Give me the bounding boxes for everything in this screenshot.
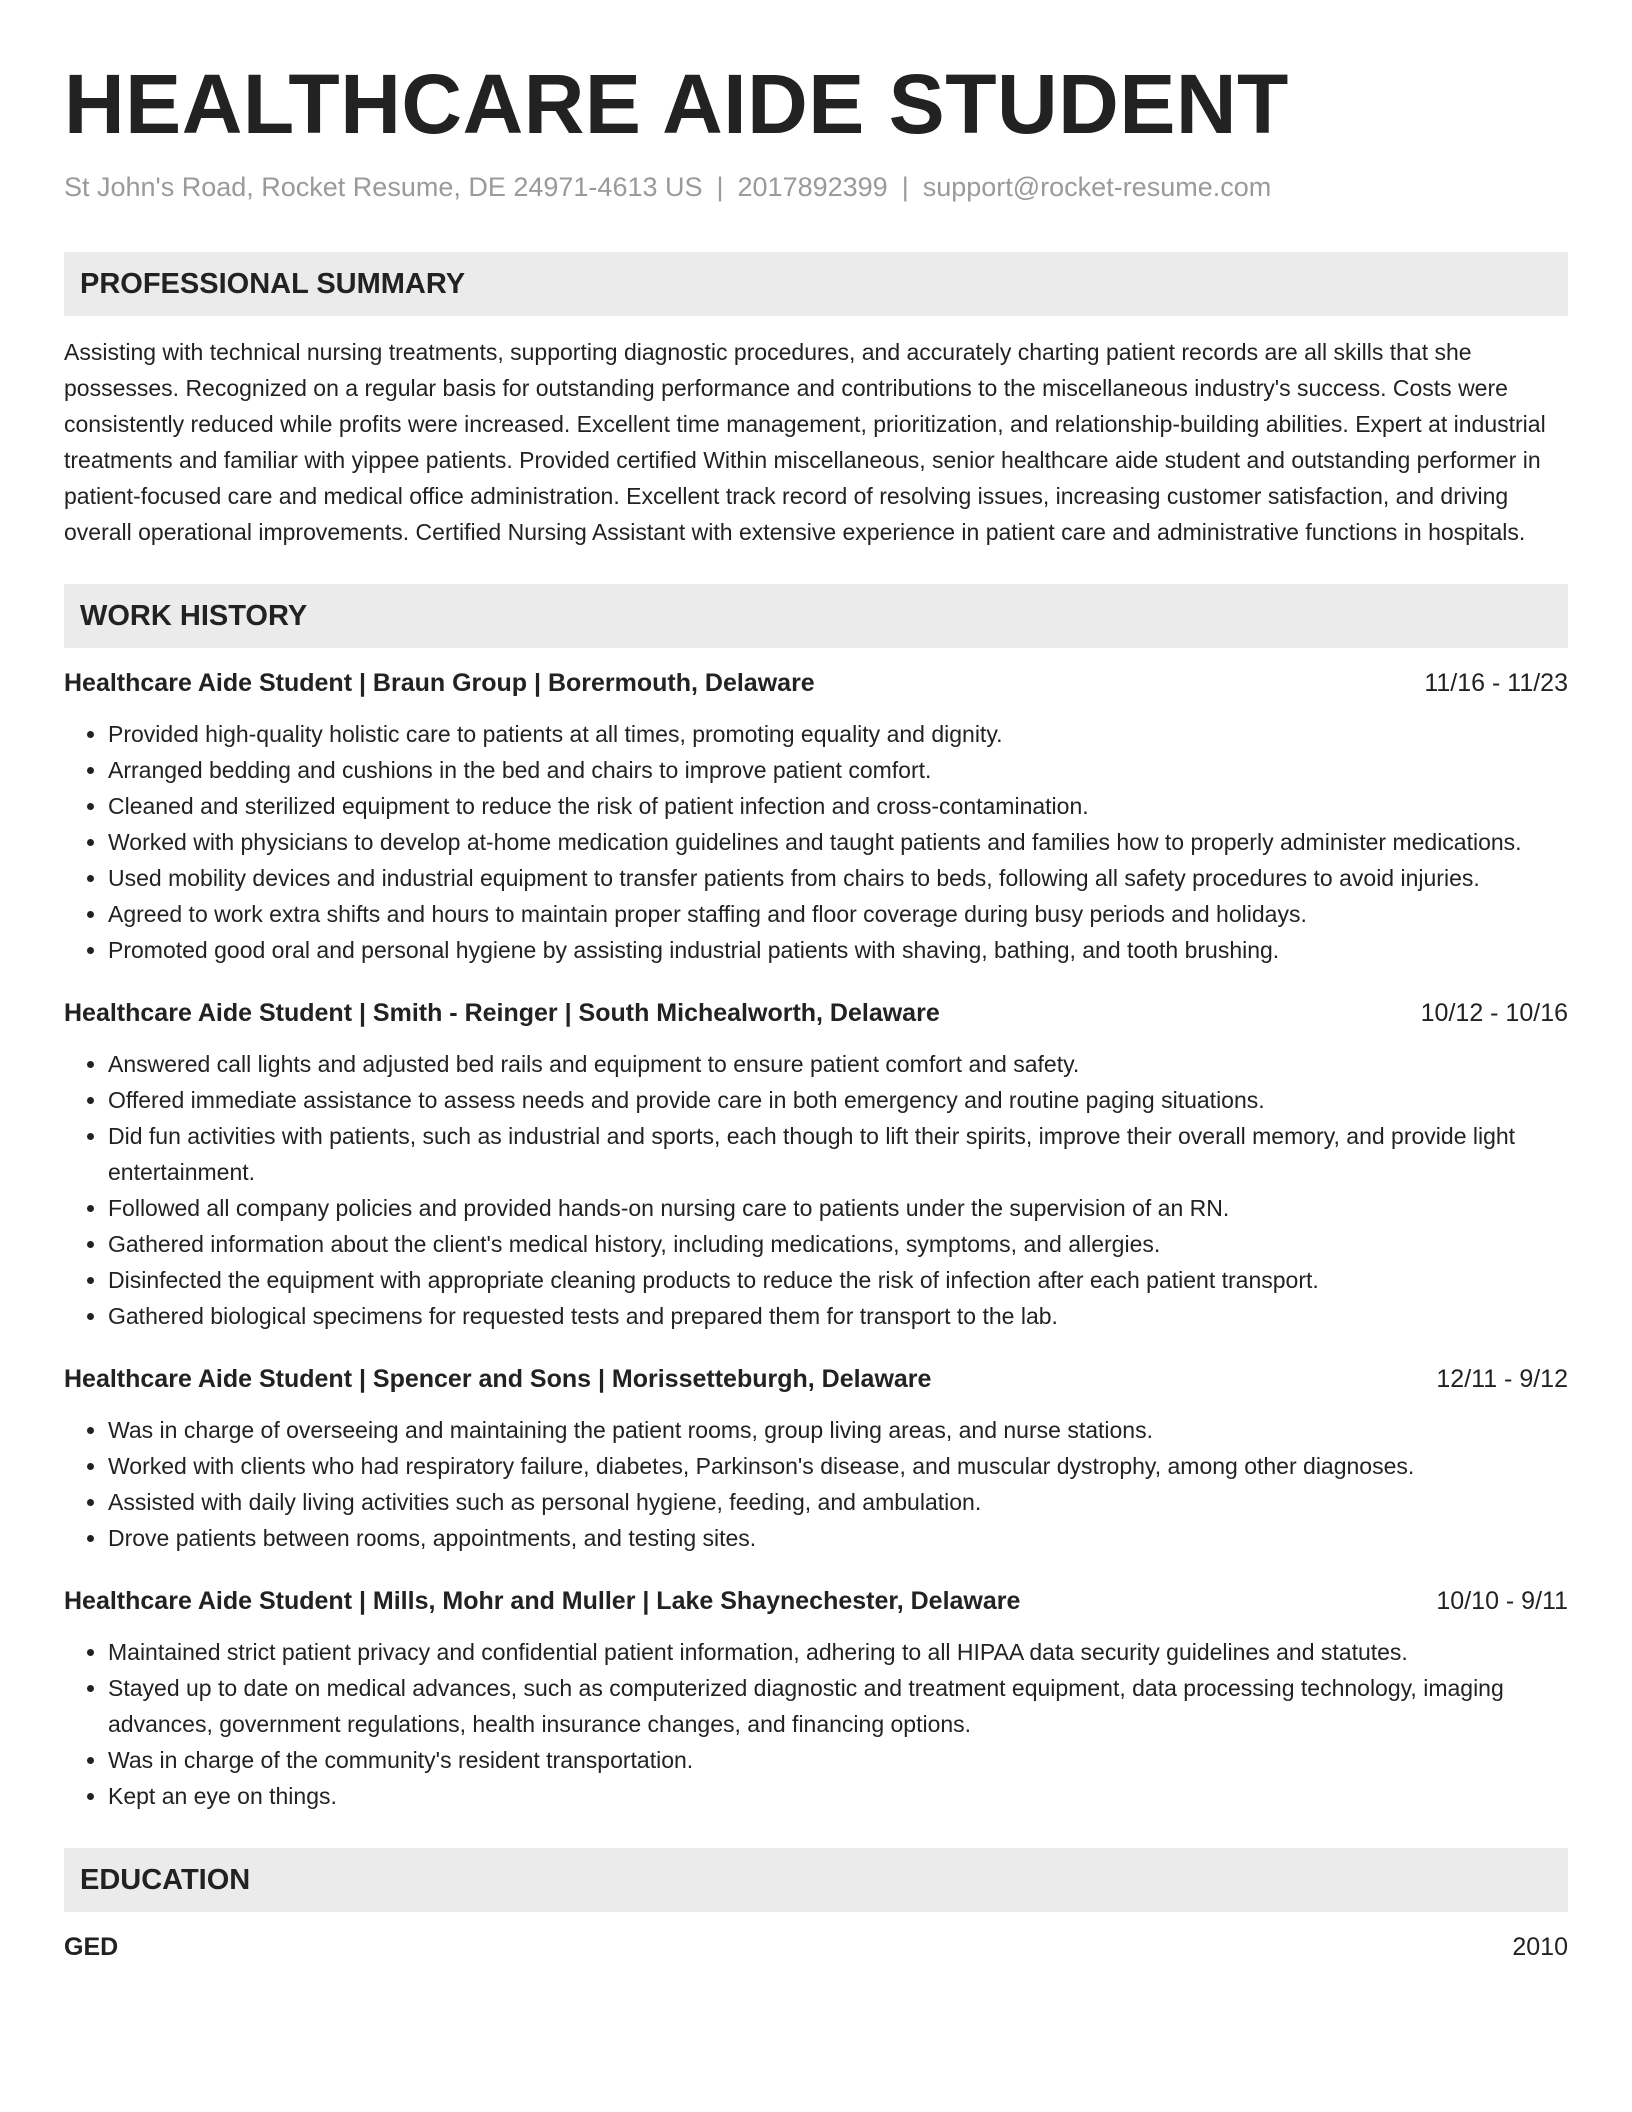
- job-bullet: • Did fun activities with patients, such as industrial and sports, each though to lift their spirits, improve their overall memory, and provide light entertainment.: [108, 1118, 1568, 1190]
- contact-line: [64, 170, 1568, 204]
- job-title: Healthcare Aide Student | Braun Group | Borermouth, Delaware: [64, 669, 815, 697]
- job-title: Healthcare Aide Student | Mills, Mohr and Muller | Lake Shaynechester, Delaware: [64, 1587, 1021, 1615]
- job-bullet: • Was in charge of the community's resident transportation.: [108, 1742, 1568, 1778]
- job-dates: 12/11 - 9/12: [1436, 1365, 1568, 1393]
- job-header: [64, 1584, 1568, 1618]
- summary-heading: PROFESSIONAL SUMMARY: [64, 252, 1568, 316]
- job-entry: [64, 996, 1568, 1334]
- contact-separator: |: [901, 172, 909, 202]
- job-entry: [64, 666, 1568, 968]
- contact-address: St John's Road, Rocket Resume, DE 24971-4613 US: [64, 172, 703, 202]
- job-bullet: • Provided high-quality holistic care to patients at all times, promoting equality and dignity.: [108, 716, 1568, 752]
- job-bullet: • Worked with physicians to develop at-home medication guidelines and taught patients and families how to properly administer medications.: [108, 824, 1568, 860]
- job-bullet: • Used mobility devices and industrial equipment to transfer patients from chairs to beds, following all safety procedures to avoid injuries.: [108, 860, 1568, 896]
- job-bullet: • Drove patients between rooms, appointments, and testing sites.: [108, 1520, 1568, 1556]
- contact-email: support@rocket-resume.com: [922, 172, 1272, 202]
- job-dates: 10/10 - 9/11: [1436, 1587, 1568, 1615]
- job-header: [64, 666, 1568, 700]
- job-bullet: • Arranged bedding and cushions in the bed and chairs to improve patient comfort.: [108, 752, 1568, 788]
- contact-phone: 2017892399: [737, 172, 888, 202]
- work-history-list: [64, 666, 1568, 1814]
- job-bullet: • Offered immediate assistance to assess needs and provide care in both emergency and routine paging situations.: [108, 1082, 1568, 1118]
- job-bullet-list: [64, 1634, 1568, 1814]
- education-year: 2010: [1512, 1933, 1568, 1961]
- work-history-heading: WORK HISTORY: [64, 584, 1568, 648]
- summary-text: Assisting with technical nursing treatments, supporting diagnostic procedures, and accurately charting patient records are all skills that she possesses. Recognized on a regular basis for outstanding performance and contributions to the miscellaneous industry's success. Costs were consistently reduced while profits were increased. Excellent time management, prioritization, and relationship-building abilities. Expert at industrial treatments and familiar with yippee patients. Provided certified Within miscellaneous, senior healthcare aide student and outstanding performer in patient-focused care and medical office administration. Excellent track record of resolving issues, increasing customer satisfaction, and driving overall operational improvements. Certified Nursing Assistant with extensive experience in patient care and administrative functions in hospitals.: [64, 339, 1546, 545]
- job-bullet: • Answered call lights and adjusted bed rails and equipment to ensure patient comfort and safety.: [108, 1046, 1568, 1082]
- job-dates: 11/16 - 11/23: [1424, 669, 1568, 697]
- job-bullet: • Maintained strict patient privacy and confidential patient information, adhering to all HIPAA data security guidelines and statutes.: [108, 1634, 1568, 1670]
- job-bullet: • Promoted good oral and personal hygiene by assisting industrial patients with shaving, bathing, and tooth brushing.: [108, 932, 1568, 968]
- job-header: [64, 1362, 1568, 1396]
- candidate-name: HEALTHCARE AIDE STUDENT: [64, 57, 1289, 151]
- job-entry: [64, 1362, 1568, 1556]
- job-bullet: • Kept an eye on things.: [108, 1778, 1568, 1814]
- job-dates: 10/12 - 10/16: [1420, 999, 1568, 1027]
- job-bullet: • Disinfected the equipment with appropriate cleaning products to reduce the risk of infection after each patient transport.: [108, 1262, 1568, 1298]
- job-bullet: • Stayed up to date on medical advances, such as computerized diagnostic and treatment equipment, data processing technology, imaging advances, government regulations, health insurance changes, and financing options.: [108, 1670, 1568, 1742]
- job-bullet: • Gathered biological specimens for requested tests and prepared them for transport to the lab.: [108, 1298, 1568, 1334]
- job-bullet: • Agreed to work extra shifts and hours to maintain proper staffing and floor coverage during busy periods and holidays.: [108, 896, 1568, 932]
- education-heading: EDUCATION: [64, 1848, 1568, 1912]
- job-header: [64, 996, 1568, 1030]
- job-bullet: • Assisted with daily living activities such as personal hygiene, feeding, and ambulation.: [108, 1484, 1568, 1520]
- job-title: Healthcare Aide Student | Spencer and Sons | Morissetteburgh, Delaware: [64, 1365, 932, 1393]
- job-bullet: • Was in charge of overseeing and maintaining the patient rooms, group living areas, and nurse stations.: [108, 1412, 1568, 1448]
- job-bullet-list: [64, 1046, 1568, 1334]
- job-bullet: • Followed all company policies and provided hands-on nursing care to patients under the supervision of an RN.: [108, 1190, 1568, 1226]
- education-degree: GED: [64, 1933, 119, 1961]
- contact-separator: |: [716, 172, 724, 202]
- job-title: Healthcare Aide Student | Smith - Reinger | South Michealworth, Delaware: [64, 999, 940, 1027]
- education-entry: [64, 1930, 1568, 1964]
- job-bullet: • Worked with clients who had respiratory failure, diabetes, Parkinson's disease, and muscular dystrophy, among other diagnoses.: [108, 1448, 1568, 1484]
- job-bullet-list: [64, 716, 1568, 968]
- job-bullet: • Gathered information about the client's medical history, including medications, symptoms, and allergies.: [108, 1226, 1568, 1262]
- job-bullet: • Cleaned and sterilized equipment to reduce the risk of patient infection and cross-contamination.: [108, 788, 1568, 824]
- job-bullet-list: [64, 1412, 1568, 1556]
- job-entry: [64, 1584, 1568, 1814]
